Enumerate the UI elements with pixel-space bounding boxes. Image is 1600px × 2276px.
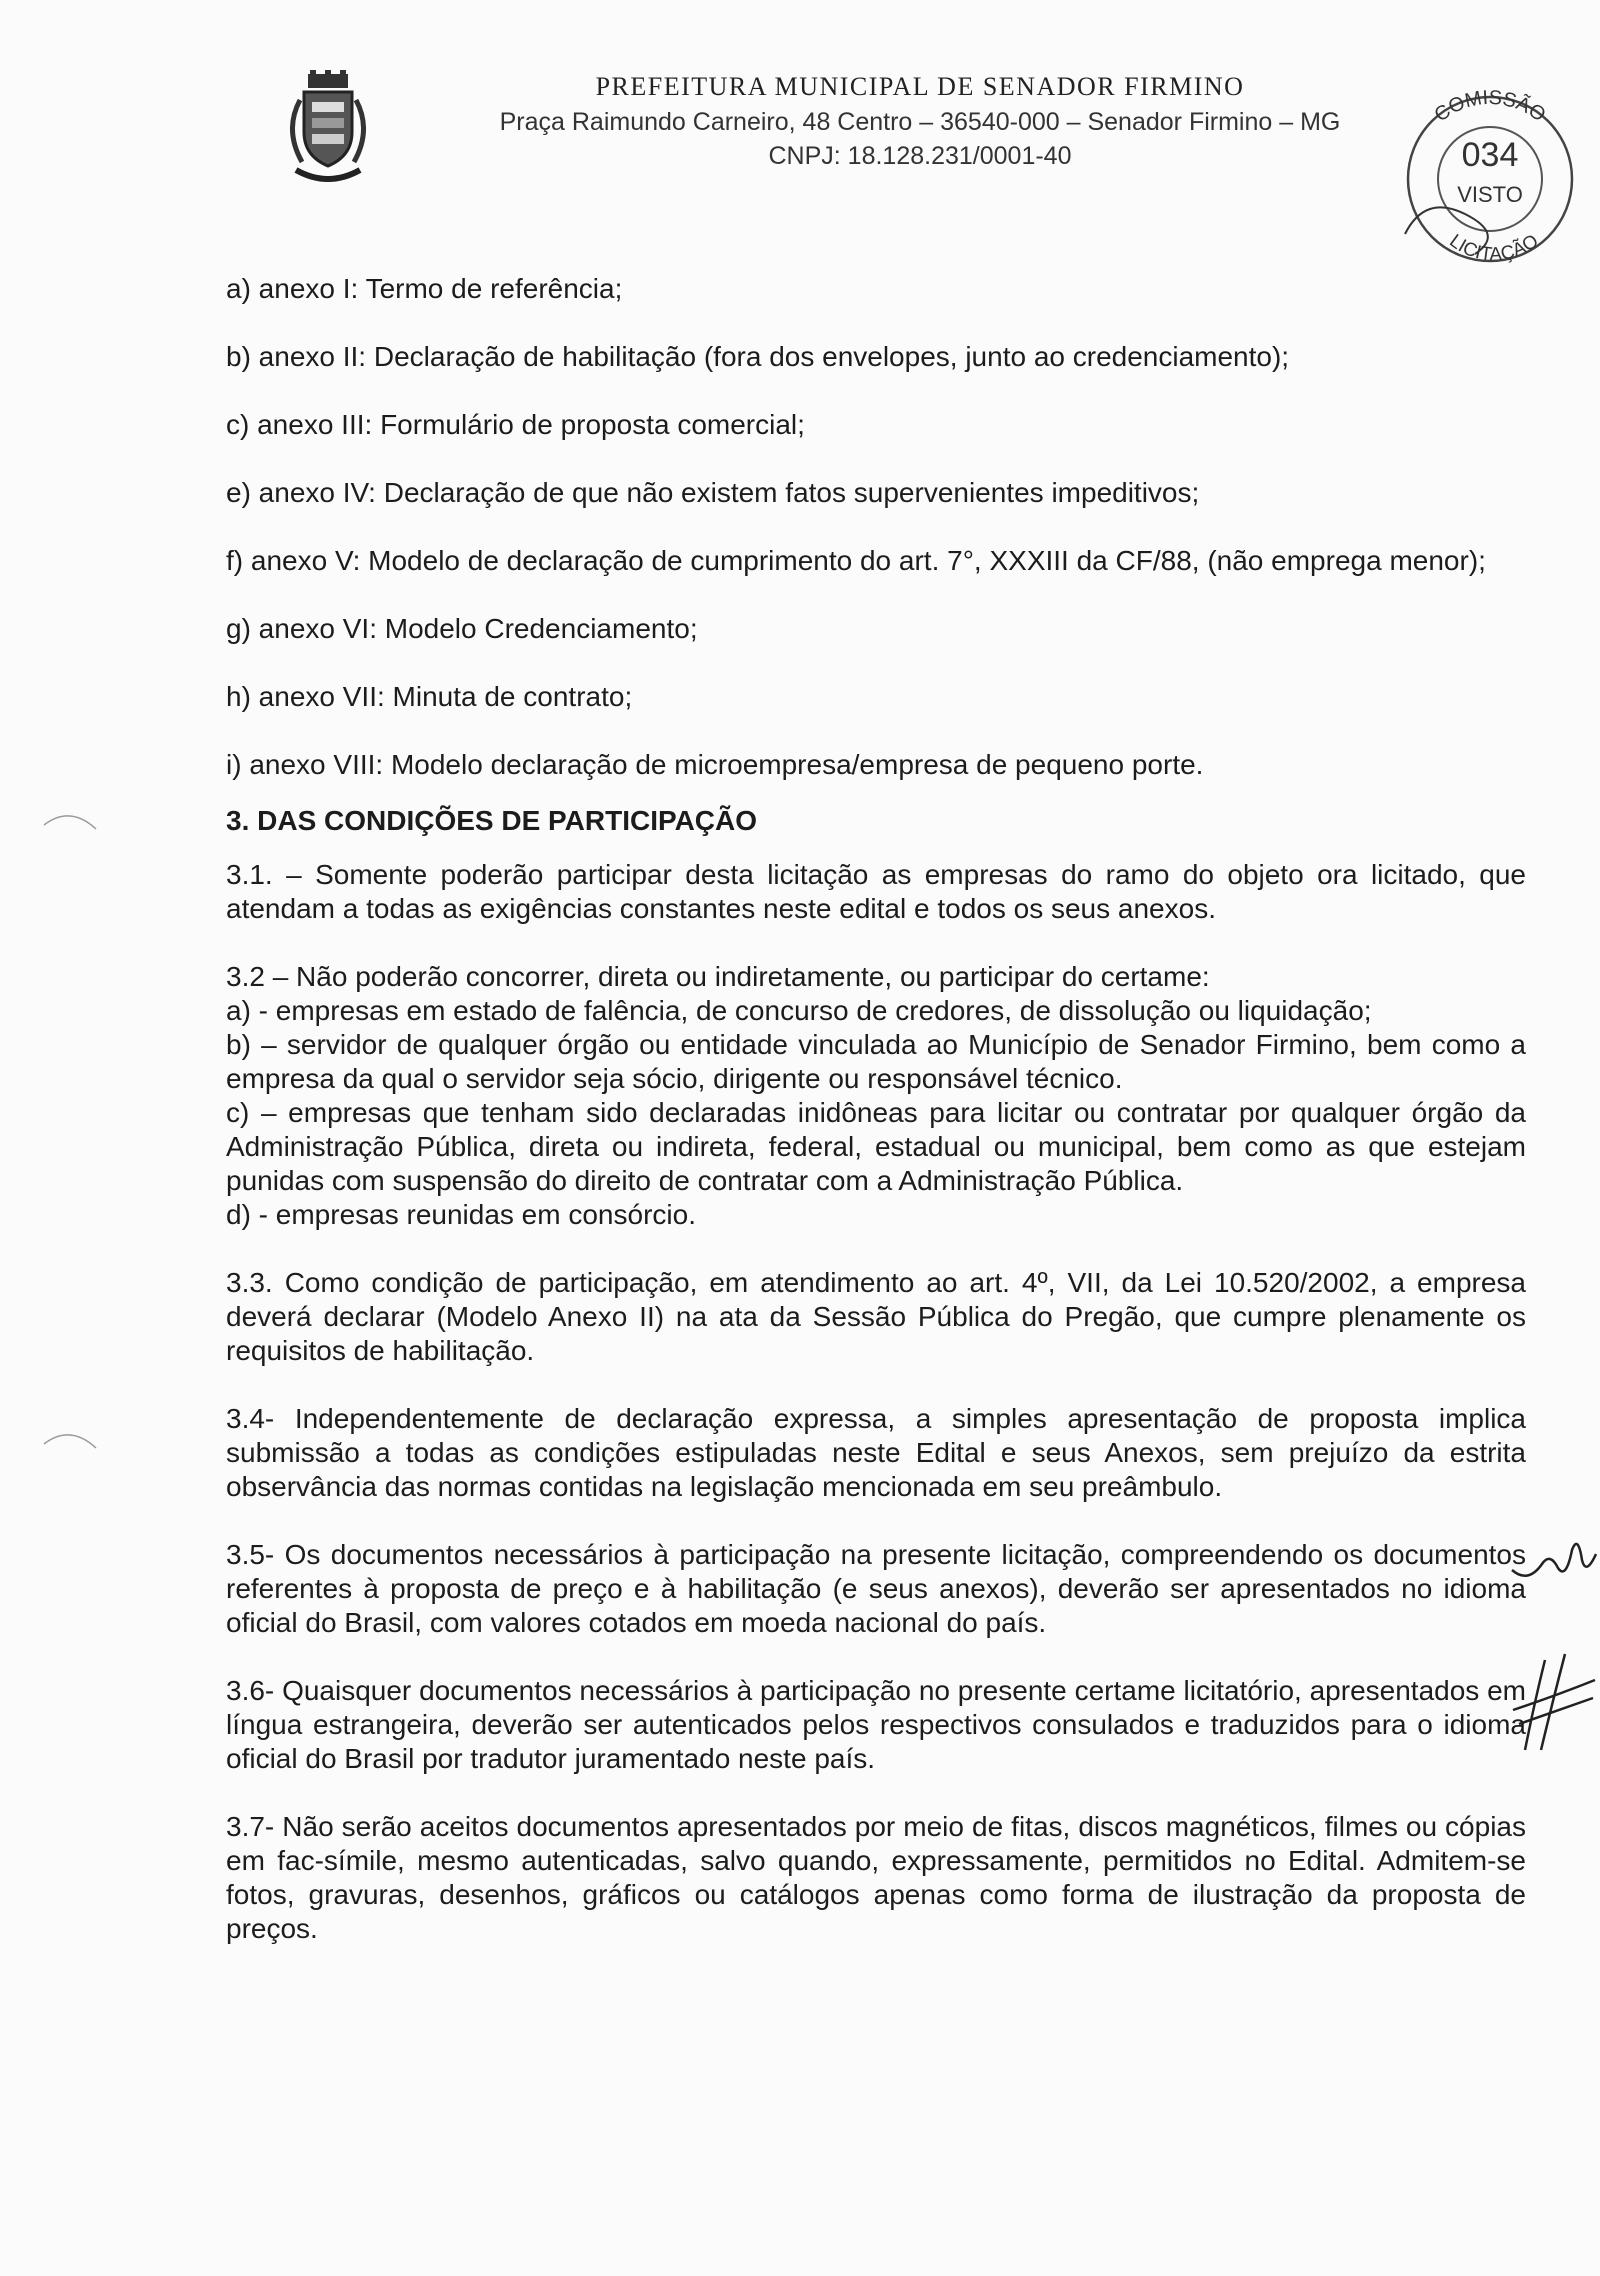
paragraph-text: 3.1. – Somente poderão participar desta licitação as empresas do ramo do objeto ora licitado, que atendam a todas as exigências constantes neste edital e todos os seus anexos. [226,859,1526,924]
annex-list [226,272,1526,782]
header-cnpj: CNPJ: 18.128.231/0001-40 [768,142,1072,170]
paragraph-text: c) – empresas que tenham sido declaradas inidôneas para licitar ou contratar por qualquer órgão da Administração Pública, direta ou indireta, federal, estadual ou municipal, bem como as que estejam punidas com suspensão do direito de contratar com a Administração Pública. [226,1097,1526,1196]
header-address: Praça Raimundo Carneiro, 48 Centro – 36540-000 – Senador Firmino – MG [499,108,1341,136]
paragraph-list [226,858,1526,1946]
paragraph-clause [226,1810,1526,1946]
stamp-bottom-text: LICITAÇÃO [1445,230,1543,266]
paragraph-text: b) – servidor de qualquer órgão ou entidade vinculada ao Município de Senador Firmino, bem como a empresa da qual o servidor seja sócio, dirigente ou responsável técnico. [226,1029,1526,1094]
paragraph-text: 3.4- Independentemente de declaração expressa, a simples apresentação de proposta implica submissão a todas as condições estipuladas neste Edital e seus Anexos, sem prejuízo da estrita observância das normas contidas na legislação mencionada em seu preâmbulo. [226,1403,1526,1502]
stamp-number: 034 [1461,136,1519,174]
paragraph-clause [226,960,1526,1232]
municipal-coat-of-arms-icon [278,70,378,190]
svg-text:LICITAÇÃO [1445,231,1542,266]
margin-mark-1 [40,805,100,835]
paragraph-clause [226,858,1526,926]
document-body [226,272,1526,1946]
annex-item: h) anexo VII: Minuta de contrato; [226,681,633,712]
handwritten-initials-1 [1508,1530,1598,1590]
paragraph-text: d) - empresas reunidas em consórcio. [226,1199,696,1230]
annex-item: g) anexo VI: Modelo Credenciamento; [226,613,698,644]
commission-stamp [1385,84,1595,274]
paragraph-clause [226,1674,1526,1776]
header-title: PREFEITURA MUNICIPAL DE SENADOR FIRMINO [595,72,1245,101]
paragraph-clause [226,1266,1526,1368]
paragraph-clause [226,1538,1526,1640]
margin-mark-2 [40,1424,100,1454]
paragraph-text: 3.6- Quaisquer documentos necessários à participação no presente certame licitatório, apresentados em língua estrangeira, deverão ser autenticados pelos respectivos consulados e traduzidos para o idioma oficial do Brasil por tradutor juramentado neste país. [226,1675,1526,1774]
annex-item: i) anexo VIII: Modelo declaração de microempresa/empresa de pequeno porte. [226,749,1204,780]
stamp-top-text: COMISSÃO [1430,86,1550,127]
svg-text:COMISSÃO [1430,87,1549,127]
stamp-middle-text: VISTO [1457,182,1523,207]
paragraph-text: 3.3. Como condição de participação, em atendimento ao art. 4º, VII, da Lei 10.520/2002, a empresa deverá declarar (Modelo Anexo II) na ata da Sessão Pública do Pregão, que cumpre plenamente os requisitos de habilitação. [226,1267,1526,1366]
paragraph-text: a) - empresas em estado de falência, de concurso de credores, de dissolução ou liquidação; [226,995,1372,1026]
paragraph-text: 3.2 – Não poderão concorrer, direta ou indiretamente, ou participar do certame: [226,961,1210,992]
annex-item: b) anexo II: Declaração de habilitação (fora dos envelopes, junto ao credenciamento); [226,341,1290,372]
annex-item: e) anexo IV: Declaração de que não existem fatos supervenientes impeditivos; [226,477,1200,508]
annex-item: a) anexo I: Termo de referência; [226,273,623,304]
paragraph-clause [226,1402,1526,1504]
paragraph-text: 3.5- Os documentos necessários à participação na presente licitação, compreendendo os documentos referentes à proposta de preço e à habilitação (e seus anexos), deverão ser apresentados no idioma oficial do Brasil, com valores cotados em moeda nacional do país. [226,1539,1526,1638]
letterhead [0,0,1600,266]
annex-item: c) anexo III: Formulário de proposta comercial; [226,409,805,440]
paragraph-text: 3.7- Não serão aceitos documentos apresentados por meio de fitas, discos magnéticos, filmes ou cópias em fac-símile, mesmo autenticadas, salvo quando, expressamente, permitidos no Edital. Admitem-se fotos, gravuras, desenhos, gráficos ou catálogos apenas como forma de ilustração da proposta de preços. [226,1811,1526,1944]
handwritten-initials-2 [1505,1640,1600,1760]
section-heading: 3. DAS CONDIÇÕES DE PARTICIPAÇÃO [226,805,758,836]
annex-item: f) anexo V: Modelo de declaração de cumprimento do art. 7°, XXXIII da CF/88, (não emprega menor); [226,545,1486,576]
